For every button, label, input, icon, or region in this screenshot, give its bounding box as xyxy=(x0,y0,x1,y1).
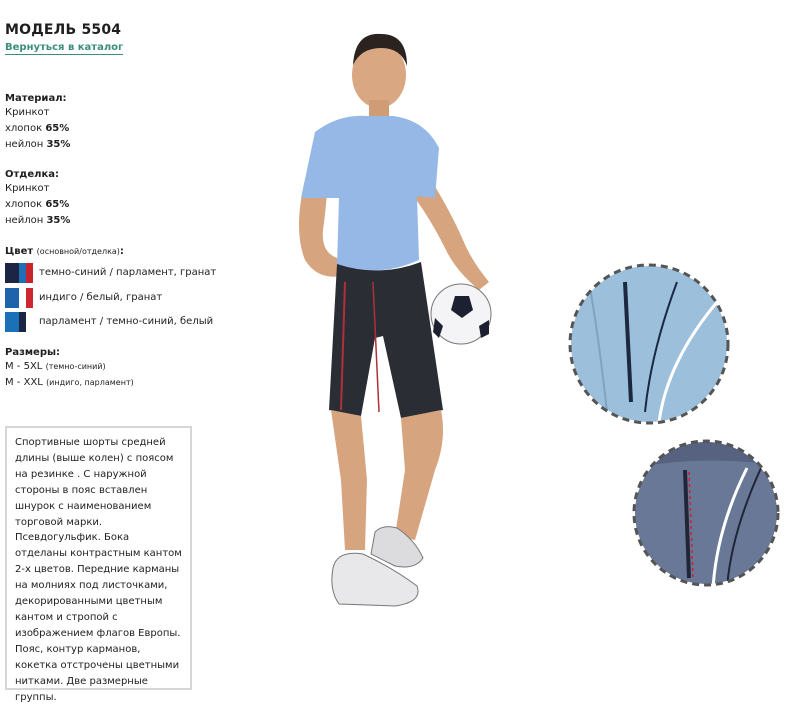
color-option-text: темно-синий / парламент, гранат xyxy=(39,267,217,278)
material-line-2: нейлон 35% xyxy=(5,139,71,150)
model-leg-left xyxy=(395,410,443,540)
swatch-stripe-main xyxy=(5,263,19,283)
material-fabric: Кринкот xyxy=(5,107,50,118)
model-shorts xyxy=(329,262,443,418)
sizes-label: Размеры: xyxy=(5,347,61,358)
swatch-stripe-trim-2 xyxy=(26,263,33,283)
swatch-stripe-main xyxy=(5,288,19,308)
color-label: Цвет (основной/отделка): xyxy=(5,246,124,257)
swatch-stripe-trim-1 xyxy=(19,288,26,308)
size-row: M - XXL (индиго, парламент) xyxy=(5,377,134,388)
page-title: МОДЕЛЬ 5504 xyxy=(5,22,122,38)
material-label: Материал: xyxy=(5,93,67,104)
swatch-stripe-main xyxy=(5,312,19,332)
product-description: Спортивные шорты средней длины (выше колен) с поясом на резинке . С наружной стороны в пояс вставлен шнурок с наименованием торговой марки. Псевдогульфик. Бока отделаны контрастным кантом 2-х цветов. Передние карманы на молниях под листочками, декорированными цветным кантом и стропой с изображением флагов Европы. Пояс, контур карманов, кокетка отстрочены цветными нитками. Две размерные группы. xyxy=(5,426,192,690)
finish-section xyxy=(5,169,70,229)
detail-zoom-light xyxy=(567,262,731,426)
color-option-text: индиго / белый, гранат xyxy=(39,292,163,303)
swatch-stripe-trim-1 xyxy=(19,312,26,332)
product-photo xyxy=(275,20,510,625)
finish-line-1: хлопок 65% xyxy=(5,199,70,210)
color-swatch[interactable] xyxy=(5,312,33,332)
color-swatch[interactable] xyxy=(5,263,33,283)
swatch-stripe-trim-2 xyxy=(26,288,33,308)
detail-zoom-dark xyxy=(631,438,781,588)
size-row: M - 5XL (темно-синий) xyxy=(5,361,106,372)
swatch-stripe-trim-1 xyxy=(19,263,26,283)
sizes-section xyxy=(5,347,134,391)
model-leg-right xyxy=(331,410,367,550)
back-to-catalog-link[interactable]: Вернуться в каталог xyxy=(5,42,124,53)
finish-label: Отделка: xyxy=(5,169,60,180)
material-line-1: хлопок 65% xyxy=(5,123,70,134)
detail-fabric xyxy=(567,262,731,426)
color-option-text: парламент / темно-синий, белый xyxy=(39,316,214,327)
material-section xyxy=(5,93,70,153)
color-swatch[interactable] xyxy=(5,288,33,308)
finish-fabric: Кринкот xyxy=(5,183,50,194)
swatch-stripe-trim-2 xyxy=(26,312,33,332)
finish-line-2: нейлон 35% xyxy=(5,215,71,226)
